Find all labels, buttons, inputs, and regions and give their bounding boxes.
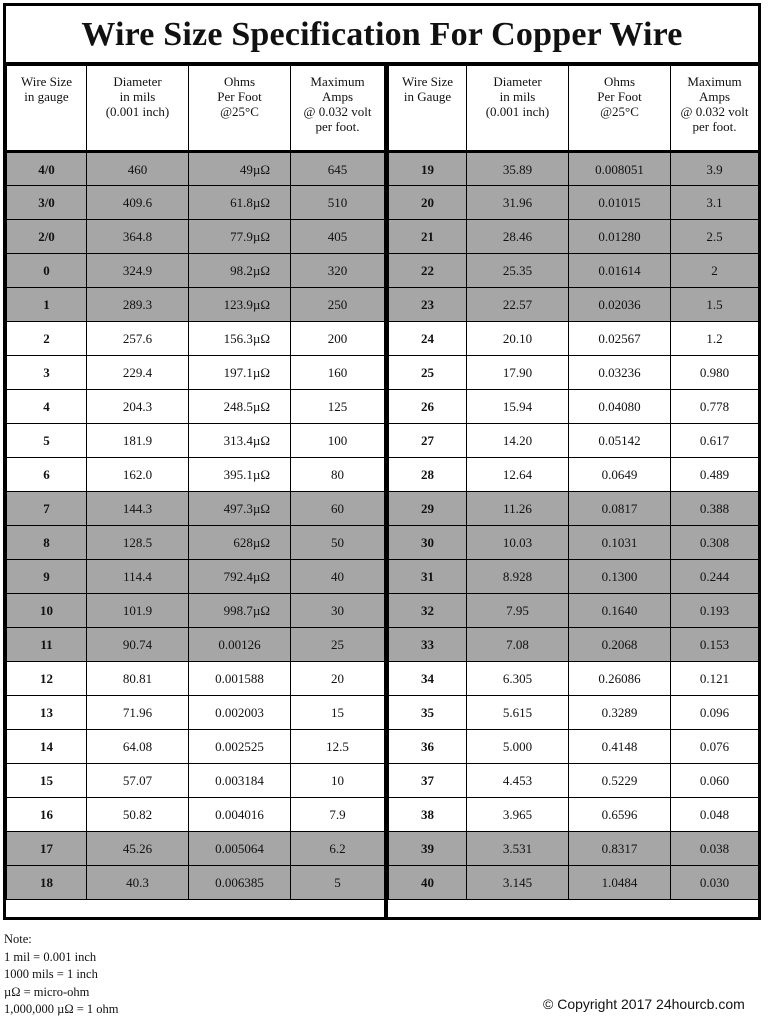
cell-gauge: 23 [389,288,467,322]
cell-amps: 405 [291,220,385,254]
cell-diameter: 3.965 [467,798,569,832]
cell-gauge: 4/0 [7,152,87,186]
header-line: Maximum [687,74,742,89]
page-title: Wire Size Specification For Copper Wire [6,6,758,65]
header-line: in mils [119,89,156,104]
cell-ohms: 497.3µΩ [189,492,291,526]
cell-amps: 0.076 [671,730,759,764]
table-row [7,628,385,662]
cell-ohms: 0.008051 [569,152,671,186]
cell-gauge: 25 [389,356,467,390]
spec-sheet-frame [3,3,761,920]
header-line: Amps [698,89,731,104]
cell-amps: 0.096 [671,696,759,730]
table-row [389,424,759,458]
cell-amps: 5 [291,866,385,900]
cell-ohms: 197.1µΩ [189,356,291,390]
cell-amps: 0.388 [671,492,759,526]
header-line: Maximum [310,74,365,89]
header-line: Wire Size [20,74,73,89]
cell-gauge: 40 [389,866,467,900]
table-row [7,560,385,594]
table-row [389,866,759,900]
table-row [389,254,759,288]
cell-gauge: 34 [389,662,467,696]
header-line: in mils [499,89,536,104]
cell-diameter: 7.95 [467,594,569,628]
cell-gauge: 30 [389,526,467,560]
cell-ohms: 0.1031 [569,526,671,560]
note-block [4,931,119,1019]
header-gauge [7,66,87,152]
cell-gauge: 10 [7,594,87,628]
table-row [7,254,385,288]
header-line: per foot. [692,119,737,134]
table-row [389,594,759,628]
table-row [389,186,759,220]
table-row [7,866,385,900]
table-row [7,594,385,628]
table-body-left [7,152,385,900]
cell-amps: 0.244 [671,560,759,594]
cell-gauge: 16 [7,798,87,832]
cell-amps: 1.2 [671,322,759,356]
cell-ohms: 0.8317 [569,832,671,866]
cell-diameter: 364.8 [87,220,189,254]
cell-gauge: 3/0 [7,186,87,220]
wire-table-left [6,65,385,900]
note-line: 1000 mils = 1 inch [4,967,98,981]
cell-amps: 0.121 [671,662,759,696]
cell-gauge: 1 [7,288,87,322]
cell-gauge: 31 [389,560,467,594]
cell-amps: 0.193 [671,594,759,628]
header-line: (0.001 inch) [485,104,550,119]
table-row [389,492,759,526]
cell-ohms: 0.02567 [569,322,671,356]
cell-gauge: 38 [389,798,467,832]
table-row [7,220,385,254]
cell-diameter: 114.4 [87,560,189,594]
cell-ohms: 77.9µΩ [189,220,291,254]
cell-ohms: 0.03236 [569,356,671,390]
cell-diameter: 14.20 [467,424,569,458]
cell-diameter: 22.57 [467,288,569,322]
cell-diameter: 324.9 [87,254,189,288]
cell-gauge: 13 [7,696,87,730]
table-row [389,696,759,730]
header-line: @25°C [220,104,259,119]
note-line: 1 mil = 0.001 inch [4,949,97,964]
cell-gauge: 22 [389,254,467,288]
cell-diameter: 15.94 [467,390,569,424]
table-row [7,764,385,798]
cell-diameter: 45.26 [87,832,189,866]
cell-ohms: 313.4µΩ [189,424,291,458]
table-row [389,356,759,390]
cell-gauge: 39 [389,832,467,866]
cell-gauge: 18 [7,866,87,900]
cell-amps: 100 [291,424,385,458]
cell-gauge: 32 [389,594,467,628]
cell-amps: 125 [291,390,385,424]
cell-ohms: 628µΩ [189,526,291,560]
header-line: (0.001 inch) [105,104,170,119]
cell-amps: 200 [291,322,385,356]
cell-gauge: 0 [7,254,87,288]
table-row [389,288,759,322]
cell-gauge: 12 [7,662,87,696]
cell-ohms: 49µΩ [189,152,291,186]
cell-diameter: 31.96 [467,186,569,220]
table-row [7,322,385,356]
cell-amps: 0.030 [671,866,759,900]
cell-ohms: 998.7µΩ [189,594,291,628]
cell-diameter: 289.3 [87,288,189,322]
cell-ohms: 0.01614 [569,254,671,288]
table-row [7,458,385,492]
cell-diameter: 28.46 [467,220,569,254]
cell-gauge: 21 [389,220,467,254]
cell-diameter: 12.64 [467,458,569,492]
cell-ohms: 0.01280 [569,220,671,254]
cell-diameter: 5.615 [467,696,569,730]
note-heading: Note: [4,932,32,946]
table-row [7,798,385,832]
cell-gauge: 11 [7,628,87,662]
cell-gauge: 6 [7,458,87,492]
cell-diameter: 80.81 [87,662,189,696]
cell-amps: 60 [291,492,385,526]
note-line: µΩ = micro-ohm [4,984,90,999]
header-diameter [87,66,189,152]
cell-amps: 15 [291,696,385,730]
header-line: Ohms [223,74,256,89]
copyright-text: © Copyright 2017 24hourcb.com [543,996,745,1012]
cell-gauge: 33 [389,628,467,662]
header-row [389,66,759,152]
table-row [7,152,385,186]
table-row [389,662,759,696]
table-row [7,288,385,322]
cell-amps: 25 [291,628,385,662]
header-ohms [569,66,671,152]
cell-diameter: 7.08 [467,628,569,662]
cell-ohms: 0.26086 [569,662,671,696]
header-line: Per Foot [217,89,262,104]
cell-ohms: 0.02036 [569,288,671,322]
cell-amps: 0.153 [671,628,759,662]
cell-diameter: 5.000 [467,730,569,764]
table-row [389,220,759,254]
cell-amps: 160 [291,356,385,390]
cell-gauge: 36 [389,730,467,764]
header-line: Wire Size [401,74,454,89]
cell-ohms: 0.3289 [569,696,671,730]
cell-amps: 3.1 [671,186,759,220]
cell-ohms: 0.0817 [569,492,671,526]
table-row [7,526,385,560]
cell-diameter: 25.35 [467,254,569,288]
cell-diameter: 101.9 [87,594,189,628]
table-row [389,730,759,764]
cell-amps: 80 [291,458,385,492]
cell-gauge: 37 [389,764,467,798]
cell-amps: 2 [671,254,759,288]
cell-diameter: 57.07 [87,764,189,798]
table-row [389,458,759,492]
cell-diameter: 204.3 [87,390,189,424]
cell-amps: 0.060 [671,764,759,798]
table-row [389,832,759,866]
cell-diameter: 128.5 [87,526,189,560]
cell-gauge: 4 [7,390,87,424]
cell-gauge: 9 [7,560,87,594]
cell-ohms: 0.4148 [569,730,671,764]
cell-ohms: 395.1µΩ [189,458,291,492]
cell-ohms: 0.2068 [569,628,671,662]
cell-ohms: 0.6596 [569,798,671,832]
cell-gauge: 35 [389,696,467,730]
table-row [389,152,759,186]
cell-ohms: 0.003184 [189,764,291,798]
cell-gauge: 2/0 [7,220,87,254]
cell-ohms: 792.4µΩ [189,560,291,594]
cell-amps: 645 [291,152,385,186]
cell-ohms: 0.04080 [569,390,671,424]
table-row [7,390,385,424]
cell-diameter: 4.453 [467,764,569,798]
cell-amps: 0.980 [671,356,759,390]
cell-amps: 2.5 [671,220,759,254]
cell-gauge: 5 [7,424,87,458]
cell-ohms: 156.3µΩ [189,322,291,356]
header-line: @ 0.032 volt [680,104,749,119]
table-row [389,764,759,798]
cell-diameter: 3.531 [467,832,569,866]
header-line: Ohms [603,74,636,89]
table-row [389,560,759,594]
cell-diameter: 257.6 [87,322,189,356]
cell-amps: 0.489 [671,458,759,492]
header-line: in gauge [24,89,69,104]
cell-ohms: 0.5229 [569,764,671,798]
cell-diameter: 3.145 [467,866,569,900]
cell-ohms: 0.001588 [189,662,291,696]
cell-amps: 3.9 [671,152,759,186]
cell-diameter: 90.74 [87,628,189,662]
table-row [389,322,759,356]
header-row [7,66,385,152]
table-row [7,424,385,458]
header-line: Diameter [113,74,162,89]
cell-amps: 0.048 [671,798,759,832]
cell-diameter: 35.89 [467,152,569,186]
header-ohms [189,66,291,152]
cell-diameter: 71.96 [87,696,189,730]
header-line: Diameter [493,74,542,89]
cell-amps: 12.5 [291,730,385,764]
table-row [389,798,759,832]
cell-gauge: 8 [7,526,87,560]
cell-ohms: 0.1640 [569,594,671,628]
cell-gauge: 2 [7,322,87,356]
cell-gauge: 15 [7,764,87,798]
cell-amps: 0.617 [671,424,759,458]
cell-ohms: 0.00126 [189,628,291,662]
cell-amps: 320 [291,254,385,288]
cell-ohms: 0.004016 [189,798,291,832]
cell-ohms: 98.2µΩ [189,254,291,288]
header-line: @ 0.032 volt [303,104,372,119]
header-line: Per Foot [597,89,642,104]
cell-gauge: 14 [7,730,87,764]
note-line: 1,000,000 µΩ = 1 ohm [4,1002,119,1016]
cell-gauge: 17 [7,832,87,866]
cell-amps: 20 [291,662,385,696]
cell-diameter: 8.928 [467,560,569,594]
cell-ohms: 0.0649 [569,458,671,492]
cell-amps: 6.2 [291,832,385,866]
cell-gauge: 28 [389,458,467,492]
cell-diameter: 144.3 [87,492,189,526]
cell-amps: 250 [291,288,385,322]
header-amps [291,66,385,152]
header-amps [671,66,759,152]
cell-diameter: 162.0 [87,458,189,492]
cell-diameter: 50.82 [87,798,189,832]
cell-diameter: 20.10 [467,322,569,356]
table-row [7,662,385,696]
cell-amps: 40 [291,560,385,594]
cell-diameter: 181.9 [87,424,189,458]
cell-amps: 7.9 [291,798,385,832]
cell-amps: 510 [291,186,385,220]
cell-diameter: 17.90 [467,356,569,390]
cell-diameter: 64.08 [87,730,189,764]
header-line: @25°C [600,104,639,119]
header-diameter [467,66,569,152]
wire-table-right [388,65,759,900]
cell-ohms: 0.01015 [569,186,671,220]
table-row [389,526,759,560]
cell-ohms: 61.8µΩ [189,186,291,220]
table-row [7,730,385,764]
table-row [389,390,759,424]
header-gauge [389,66,467,152]
cell-diameter: 409.6 [87,186,189,220]
table-row [7,356,385,390]
cell-gauge: 20 [389,186,467,220]
cell-ohms: 123.9µΩ [189,288,291,322]
cell-gauge: 26 [389,390,467,424]
cell-diameter: 6.305 [467,662,569,696]
cell-gauge: 3 [7,356,87,390]
cell-ohms: 0.002525 [189,730,291,764]
cell-diameter: 229.4 [87,356,189,390]
table-row [389,628,759,662]
cell-ohms: 248.5µΩ [189,390,291,424]
header-line: Amps [321,89,354,104]
cell-amps: 10 [291,764,385,798]
cell-diameter: 40.3 [87,866,189,900]
header-line: per foot. [315,119,360,134]
cell-ohms: 0.002003 [189,696,291,730]
cell-amps: 50 [291,526,385,560]
table-row [7,186,385,220]
cell-amps: 0.778 [671,390,759,424]
cell-gauge: 24 [389,322,467,356]
cell-ohms: 1.0484 [569,866,671,900]
cell-diameter: 11.26 [467,492,569,526]
cell-ohms: 0.1300 [569,560,671,594]
cell-gauge: 27 [389,424,467,458]
cell-ohms: 0.005064 [189,832,291,866]
header-line: in Gauge [403,89,452,104]
table-row [7,832,385,866]
cell-gauge: 29 [389,492,467,526]
cell-gauge: 19 [389,152,467,186]
table-row [7,492,385,526]
cell-amps: 30 [291,594,385,628]
cell-diameter: 10.03 [467,526,569,560]
cell-amps: 0.308 [671,526,759,560]
table-row [7,696,385,730]
cell-diameter: 460 [87,152,189,186]
cell-ohms: 0.05142 [569,424,671,458]
cell-amps: 0.038 [671,832,759,866]
table-body-right [389,152,759,900]
cell-amps: 1.5 [671,288,759,322]
cell-ohms: 0.006385 [189,866,291,900]
cell-gauge: 7 [7,492,87,526]
